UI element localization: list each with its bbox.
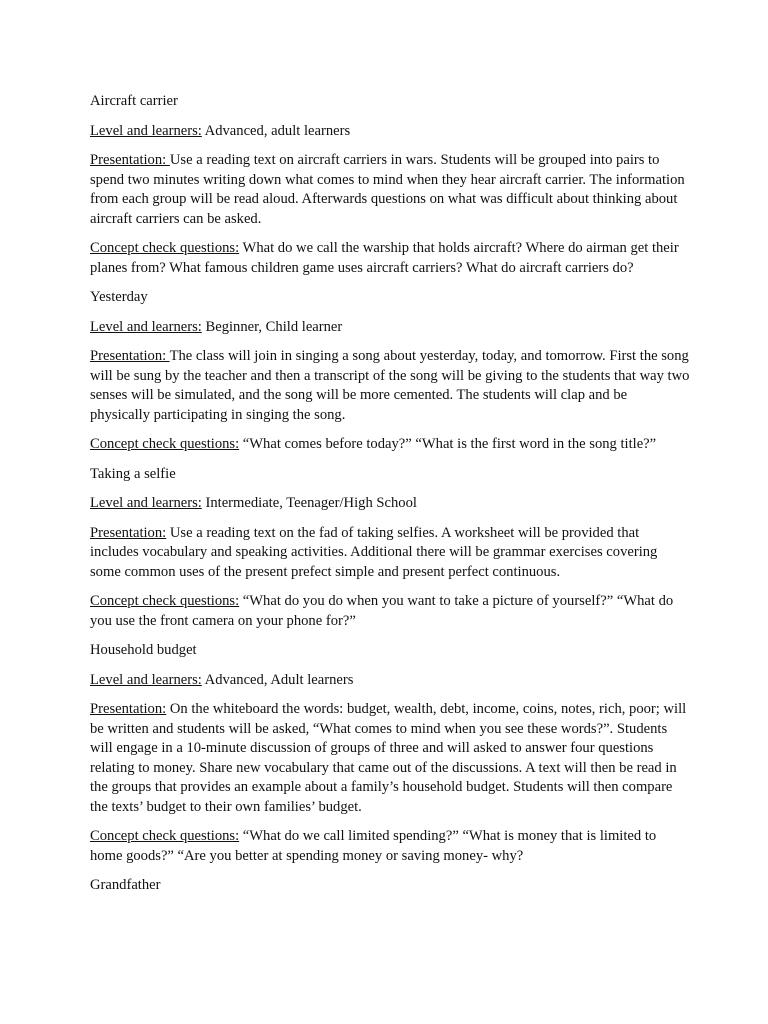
presentation-text: The class will join in singing a song about yesterday, today, and tomorrow. First the song will be sung by the teacher and then a transcript of the song will be giving to the students that way two senses will be simulated, and the song will be more cemented. The students will clap and be physically participating in singing the song. [90, 348, 690, 423]
level-value: Advanced, Adult learners [201, 671, 354, 688]
level-value: Advanced, adult learners [201, 122, 351, 139]
level-value: Intermediate, Teenager/High School [201, 495, 417, 511]
level-line [90, 671, 690, 691]
ccq-label: Concept check questions: [90, 240, 240, 256]
ccq-label: Concept check questions: [90, 828, 240, 844]
section-title: Taking a selfie [90, 465, 176, 482]
presentation-paragraph [90, 347, 690, 425]
document-content [90, 92, 690, 896]
ccq-label: Concept check questions: [90, 436, 240, 452]
ccq-label: Concept check questions: [90, 593, 240, 609]
presentation-label: Presentation: [90, 701, 167, 717]
presentation-label: Presentation: [90, 348, 170, 364]
level-label: Level and learners: [90, 671, 202, 688]
ccq-paragraph [90, 435, 690, 455]
ccq-text: What do we call the warship that holds aircraft? Where do airman get their planes from? What famous children game uses aircraft carriers? What do aircraft carriers do? [90, 240, 679, 276]
level-line [90, 494, 690, 514]
level-label: Level and learners: [90, 318, 202, 335]
presentation-paragraph [90, 700, 690, 817]
section-title: Yesterday [90, 289, 148, 305]
ccq-paragraph [90, 239, 690, 278]
section-title: Household budget [90, 642, 197, 658]
level-label: Level and learners: [90, 122, 202, 139]
section-title-grandfather: Grandfather [90, 877, 161, 893]
ccq-text: “What comes before today?” “What is the first word in the song title?” [239, 436, 657, 452]
presentation-paragraph [90, 524, 690, 583]
presentation-paragraph [90, 151, 690, 229]
level-value: Beginner, Child learner [201, 318, 343, 335]
presentation-text: Use a reading text on aircraft carriers in wars. Students will be grouped into pairs to spend two minutes writing down what comes to mind when they hear aircraft carrier. The information from each group will be read aloud. Afterwards questions on what was difficult about thinking about aircraft carriers can be asked. [90, 152, 685, 227]
ccq-text: “What do we call limited spending?” “What is money that is limited to home goods?” “Are you better at spending money or saving money- why? [90, 828, 657, 864]
level-line [90, 122, 690, 142]
level-label: Level and learners: [90, 495, 202, 511]
lesson-section [90, 288, 690, 455]
lesson-section [90, 465, 690, 632]
lesson-section [90, 641, 690, 866]
ccq-paragraph [90, 827, 690, 866]
presentation-label: Presentation: [90, 152, 170, 168]
section-title: Aircraft carrier [90, 93, 178, 109]
lesson-section [90, 92, 690, 278]
presentation-label: Presentation: [90, 524, 167, 541]
ccq-paragraph [90, 592, 690, 631]
ccq-text: “What do you do when you want to take a picture of yourself?” “What do you use the front camera on your phone for?” [90, 593, 674, 629]
presentation-text: On the whiteboard the words: budget, wealth, debt, income, coins, notes, rich, poor; will be written and students will be asked, “What comes to mind when you see these words?”. Students will engage in a 10-minute discussion of groups of three and will asked to answer four questions relating to money. Share new vocabulary that came out of the discussions. A text will then be read in the groups that provides an example about a family’s household budget. Students will then compare the texts’ budget to their own families’ budget. [90, 701, 687, 815]
presentation-text: Use a reading text on the fad of taking selfies. A worksheet will be provided that includes vocabulary and speaking activities. Additional there will be grammar exercises covering some common uses of the present prefect simple and present perfect continuous. [90, 524, 658, 580]
level-line [90, 318, 690, 338]
